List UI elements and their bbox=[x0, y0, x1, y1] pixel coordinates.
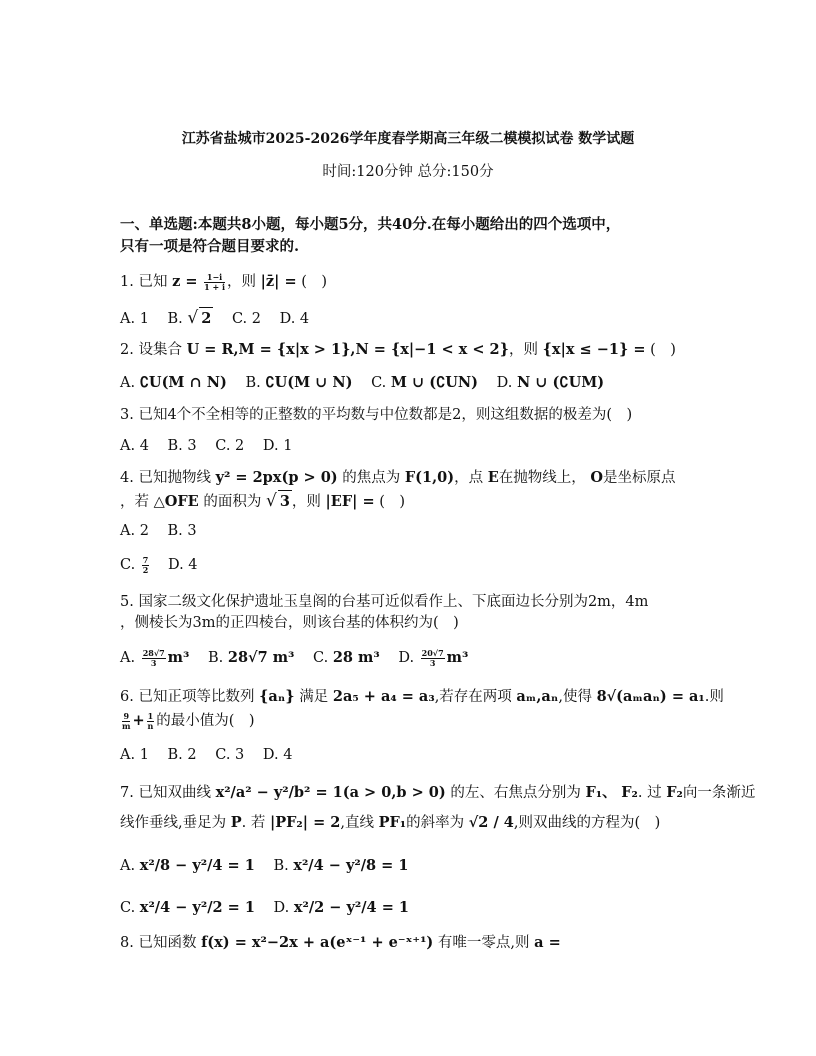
question-2 bbox=[120, 339, 676, 361]
q1-sqrt-arg: 2 bbox=[199, 307, 213, 330]
q4-b: 的焦点为 bbox=[342, 470, 401, 486]
q2-option-c-label: C. bbox=[371, 375, 387, 391]
q4-l2b: 的面积为 bbox=[203, 494, 262, 510]
q4-f: F(1,0) bbox=[404, 469, 455, 486]
q7-p: P bbox=[230, 814, 242, 831]
q6-frac-9m bbox=[122, 712, 130, 731]
q6-option-d: D. 4 bbox=[262, 747, 293, 763]
section-heading-line2: 只有一项是符合题目要求的. bbox=[120, 238, 300, 255]
q7-option-a-label: A. bbox=[120, 858, 136, 874]
q2-blank: ( ) bbox=[650, 342, 676, 358]
exam-title: 江苏省盐城市2025-2026学年度春学期高三年级二模模拟试卷 数学试题 bbox=[181, 131, 635, 147]
section-heading-line1: 一、单选题:本题共8小题，每小题5分，共40分.在每小题给出的四个选项中， bbox=[120, 216, 621, 233]
q5-a-num: 28√7 bbox=[142, 647, 165, 658]
q4-options-1 bbox=[120, 520, 211, 542]
q7-options-1 bbox=[120, 855, 422, 877]
q7-l2e: ,则双曲线的方程为( ) bbox=[513, 815, 661, 831]
q7-l2c: ,直线 bbox=[340, 815, 374, 831]
q4-a: 4. 已知抛物线 bbox=[120, 470, 211, 486]
q4-ef: |EF| = bbox=[325, 493, 375, 510]
q7-b: 的左、右焦点分别为 bbox=[450, 785, 581, 801]
q2-prefix: 2. 设集合 bbox=[120, 342, 182, 358]
q7-slope: √2 / 4 bbox=[468, 814, 514, 831]
q6-eq2: 8√(aₘaₙ) = a₁ bbox=[596, 688, 705, 705]
q5-a-unit: m³ bbox=[167, 649, 190, 666]
q4-option-a: A. 2 bbox=[120, 523, 149, 539]
q7-c: . 过 bbox=[637, 785, 662, 801]
q8-a: 8. 已知函数 bbox=[120, 935, 197, 951]
q4-c-den: 2 bbox=[142, 564, 149, 575]
q6-e: .则 bbox=[704, 689, 724, 705]
q7-pf: |PF₂| = 2 bbox=[269, 814, 341, 831]
q7-d: 向一条渐近 bbox=[682, 785, 756, 801]
q5-option-a-fraction bbox=[142, 649, 166, 668]
q6-tail: 的最小值为( ) bbox=[156, 713, 255, 729]
q4-option-d: D. 4 bbox=[167, 557, 198, 573]
q8-eq: f(x) = x²−2x + a(eˣ⁻¹ + e⁻ˣ⁺¹) bbox=[201, 934, 434, 951]
q1-option-a: A. 1 bbox=[120, 311, 149, 327]
q7-option-c: x²/4 − y²/2 = 1 bbox=[139, 899, 255, 916]
q5-option-b: 28√7 m³ bbox=[227, 649, 295, 666]
q4-o: O bbox=[590, 469, 604, 486]
q4-sqrt: √ 3 bbox=[265, 491, 290, 511]
q1-z: z = bbox=[172, 273, 198, 290]
q6-nine: 9 bbox=[123, 710, 130, 721]
q6-terms: aₘ,aₙ bbox=[516, 688, 559, 705]
question-4-line2 bbox=[120, 490, 405, 513]
q6-c: ,若存在两项 bbox=[434, 689, 512, 705]
q4-sqrt-arg: 3 bbox=[278, 490, 292, 513]
question-8 bbox=[120, 932, 561, 954]
q7-options-2 bbox=[120, 897, 423, 919]
q2-sets: U = R,M = {x|x > 1},N = {x|−1 < x < 2} bbox=[186, 341, 509, 358]
q7-pf1: PF₁ bbox=[378, 814, 407, 831]
q7-option-b: x²/4 − y²/8 = 1 bbox=[293, 857, 409, 874]
exam-meta: 时间:120分钟 总分:150分 bbox=[322, 164, 494, 180]
q7-a: 7. 已知双曲线 bbox=[120, 785, 211, 801]
q5-option-d-fraction bbox=[421, 649, 445, 668]
q1-option-b: B. bbox=[167, 311, 183, 327]
q2-query: {x|x ≤ −1} = bbox=[542, 341, 646, 358]
q7-f2b: F₂ bbox=[666, 784, 683, 801]
q3-option-b: B. 3 bbox=[167, 438, 197, 454]
q6-d: ,使得 bbox=[558, 689, 592, 705]
q5-option-d-label: D. bbox=[398, 650, 415, 666]
q2-option-d: N ∪ (∁UM) bbox=[517, 374, 605, 391]
q6-options bbox=[120, 744, 306, 766]
q4-g: 是坐标原点 bbox=[603, 470, 676, 486]
q1-fraction bbox=[204, 273, 225, 292]
question-4-line1 bbox=[120, 467, 676, 489]
q6-plus: + bbox=[132, 712, 145, 729]
q3-option-a: A. 4 bbox=[120, 438, 149, 454]
q2-option-b: ∁U(M ∪ N) bbox=[265, 374, 353, 391]
q6-m: m bbox=[122, 720, 131, 731]
question-7-line2 bbox=[120, 812, 660, 834]
q5-d-num: 20√7 bbox=[421, 647, 444, 658]
q3-options bbox=[120, 435, 306, 457]
q4-c-num: 7 bbox=[142, 554, 149, 565]
q5-d-den: 3 bbox=[429, 657, 436, 668]
q1-prefix: 1. 已知 bbox=[120, 274, 168, 290]
q7-l2b: . 若 bbox=[241, 815, 266, 831]
q4-triangle: △OFE bbox=[153, 493, 199, 510]
question-5-line2: ，侧棱长为3m的正四棱台，则该台基的体积约为( ) bbox=[120, 615, 459, 631]
q1-mid: ，则 bbox=[227, 274, 256, 290]
q6-frac-1n bbox=[147, 712, 155, 731]
q1-den: 1 + i bbox=[204, 281, 225, 292]
q1-num: 1−i bbox=[204, 273, 225, 283]
q2-option-a-label: A. bbox=[120, 375, 136, 391]
question-3: 3. 已知4个不全相等的正整数的平均数与中位数都是2，则这组数据的极差为( ) bbox=[120, 407, 633, 423]
q5-option-b-label: B. bbox=[207, 650, 224, 666]
q6-a: 6. 已知正项等比数列 bbox=[120, 689, 255, 705]
q6-option-c: C. 3 bbox=[215, 747, 245, 763]
q5-option-c: 28 m³ bbox=[332, 649, 380, 666]
q4-option-c: C. bbox=[120, 557, 136, 573]
question-1 bbox=[120, 271, 327, 293]
q8-a-eq: a = bbox=[534, 934, 561, 951]
q7-option-c-label: C. bbox=[120, 900, 136, 916]
q4-d: 在抛物线上， bbox=[498, 470, 586, 486]
q7-option-d: x²/2 − y²/4 = 1 bbox=[293, 899, 409, 916]
q2-option-b-label: B. bbox=[245, 375, 261, 391]
q1-blank: ( ) bbox=[301, 274, 328, 290]
q5-option-c-label: C. bbox=[313, 650, 329, 666]
q3-option-c: C. 2 bbox=[215, 438, 245, 454]
q4-c: ，点 bbox=[454, 470, 484, 486]
q6-n: n bbox=[147, 720, 154, 731]
question-5-line1: 5. 国家二级文化保护遗址玉皇阁的台基可近似看作上、下底面边长分别为2m，4m bbox=[120, 594, 649, 610]
q5-option-a-label: A. bbox=[120, 650, 136, 666]
q6-option-a: A. 1 bbox=[120, 747, 149, 763]
q4-option-c-fraction bbox=[142, 556, 150, 575]
q2-option-a: ∁U(M ∩ N) bbox=[139, 374, 227, 391]
q7-option-b-label: B. bbox=[273, 858, 289, 874]
q8-b: 有唯一零点,则 bbox=[437, 935, 530, 951]
q6-one: 1 bbox=[147, 710, 154, 721]
q7-f1: F₁、 bbox=[585, 784, 617, 801]
q4-l2a: ，若 bbox=[120, 494, 149, 510]
q4-option-b: B. 3 bbox=[167, 523, 197, 539]
q7-l2a: 线作垂线,垂足为 bbox=[120, 815, 227, 831]
q4-blank: ( ) bbox=[379, 494, 406, 510]
q5-a-den: 3 bbox=[150, 657, 157, 668]
q1-abs: |z̄| = bbox=[260, 273, 297, 290]
q2-mid: ，则 bbox=[508, 342, 538, 358]
q6-seq: {aₙ} bbox=[259, 688, 295, 705]
q3-option-d: D. 1 bbox=[262, 438, 293, 454]
q7-l2d: 的斜率为 bbox=[406, 815, 465, 831]
q1-option-d: D. 4 bbox=[279, 311, 310, 327]
q2-option-c: M ∪ (∁UN) bbox=[390, 374, 479, 391]
q6-option-b: B. 2 bbox=[167, 747, 197, 763]
q6-b: 满足 bbox=[299, 689, 329, 705]
q1-options bbox=[120, 307, 323, 330]
q7-option-d-label: D. bbox=[273, 900, 290, 916]
q2-options bbox=[120, 372, 618, 394]
q7-eq: x²/a² − y²/b² = 1(a > 0,b > 0) bbox=[215, 784, 446, 801]
q7-f2: F₂ bbox=[621, 784, 638, 801]
question-7-line1 bbox=[120, 782, 755, 804]
q4-eq: y² = 2px(p > 0) bbox=[215, 469, 338, 486]
q1-option-c: C. 2 bbox=[231, 311, 261, 327]
q4-options-2 bbox=[120, 554, 212, 576]
q1-sqrt: √ 2 bbox=[187, 308, 212, 328]
question-6-line1 bbox=[120, 686, 724, 708]
q2-option-d-label: D. bbox=[496, 375, 513, 391]
q4-e: E bbox=[487, 469, 499, 486]
question-6-line2 bbox=[120, 710, 255, 732]
q6-eq: 2a₅ + a₄ = a₃ bbox=[332, 688, 435, 705]
q4-l2c: ，则 bbox=[291, 494, 321, 510]
q7-option-a: x²/8 − y²/4 = 1 bbox=[139, 857, 255, 874]
q5-d-unit: m³ bbox=[446, 649, 469, 666]
q5-options bbox=[120, 647, 468, 669]
